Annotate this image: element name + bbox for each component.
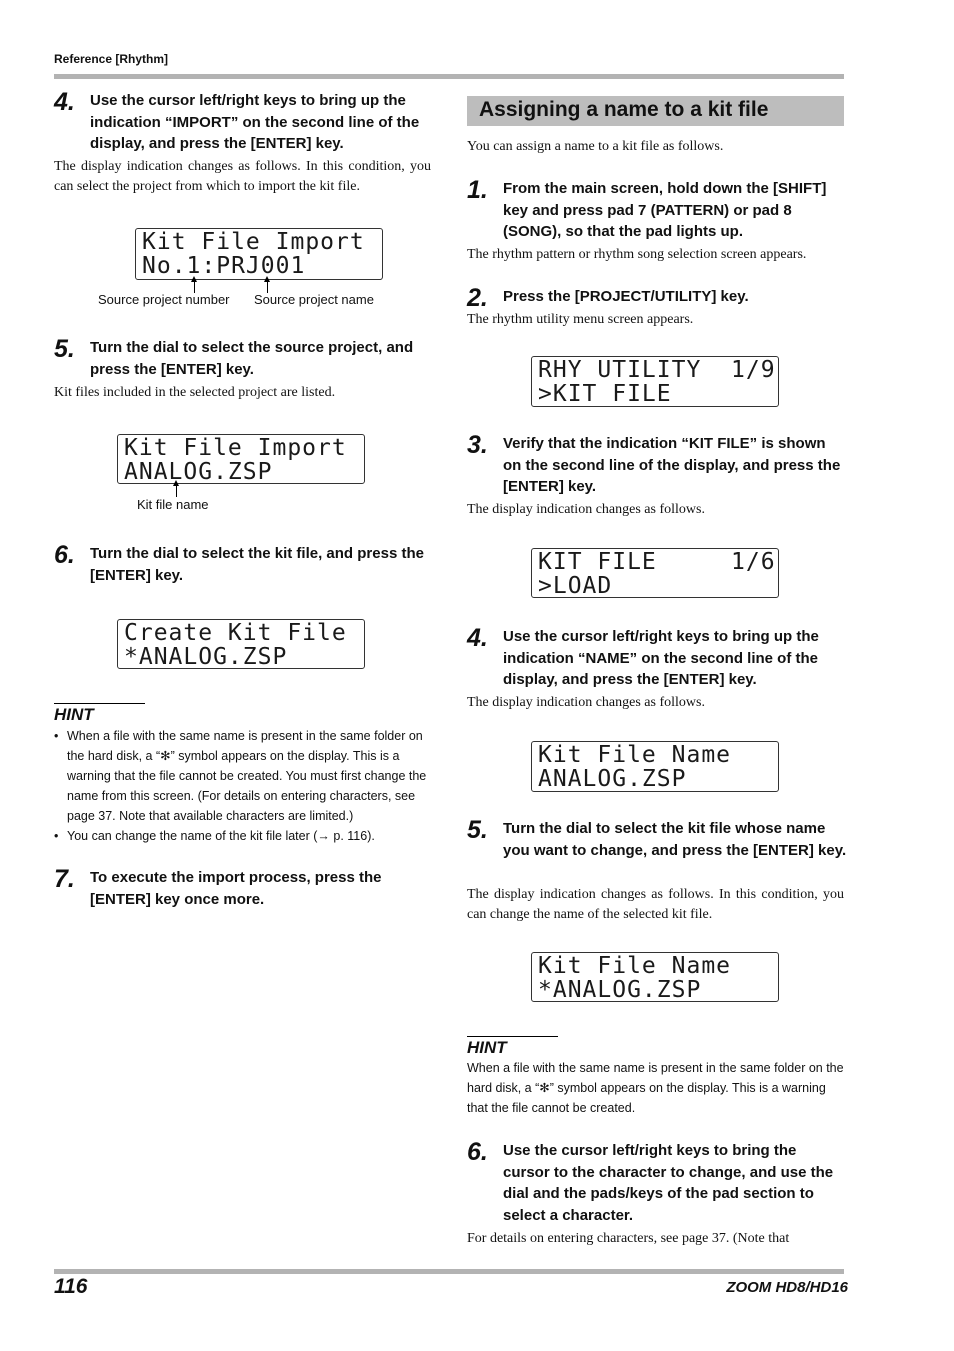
step-description: The rhythm pattern or rhythm song selection screen appears. xyxy=(467,247,807,262)
step-1-main-screen xyxy=(467,178,847,243)
step-description: The rhythm utility menu screen appears. xyxy=(467,312,694,327)
footer-rule xyxy=(54,1269,844,1274)
hint-title: HINT xyxy=(54,705,94,724)
lcd-display xyxy=(117,434,365,484)
step-number: 4. xyxy=(54,88,75,116)
hint-list xyxy=(54,726,434,846)
running-header: Reference [Rhythm] xyxy=(54,52,169,66)
step-5-select-project xyxy=(54,337,434,380)
hint-item: • You can change the name of the kit file later (→ p. 116). xyxy=(54,826,434,846)
lcd-line-1: RHY UTILITY 1/9 xyxy=(538,357,776,383)
product-name: ZOOM HD8/HD16 xyxy=(726,1279,848,1296)
step-5-select-kit-file xyxy=(467,818,847,861)
lcd-line-1: Kit File Name xyxy=(538,953,732,979)
lcd-display xyxy=(531,548,779,598)
step-7-execute xyxy=(54,867,434,910)
hint-item: • When a file with the same name is present in the same folder on the hard disk, a “✻” symbol appears on the display. This is a warning that the file cannot be created. You must first change the name from this screen. (For details on entering characters, see page 37. Note that available characters are limited.) xyxy=(54,726,434,826)
step-description: Kit files included in the selected project are listed. xyxy=(54,385,336,400)
lcd-display xyxy=(531,741,779,792)
page-number: 116 xyxy=(54,1275,88,1298)
header-rule xyxy=(54,74,844,79)
step-6-select-kit xyxy=(54,543,434,586)
hint-rule xyxy=(54,703,145,704)
step-instruction: To execute the import process, press the [ENTER] key once more. xyxy=(90,869,382,908)
step-number: 2. xyxy=(467,284,488,312)
step-description: For details on entering characters, see page 37. (Note that xyxy=(467,1231,790,1246)
caption-source-project-name: Source project name xyxy=(254,292,374,307)
lcd-line-2: >LOAD xyxy=(538,573,613,599)
step-instruction: Turn the dial to select the kit file, and press the [ENTER] key. xyxy=(90,545,424,584)
lcd-display xyxy=(531,356,779,407)
pointer-arrow-icon xyxy=(176,485,177,497)
step-instruction: Verify that the indication “KIT FILE” is shown on the second line of the display, and press the [ENTER] key. xyxy=(503,435,841,495)
step-number: 6. xyxy=(467,1138,488,1166)
step-4-name xyxy=(467,626,847,691)
step-description: The display indication changes as follows. In this condition, you can select the project from which to import the kit file. xyxy=(54,159,431,194)
step-description: The display indication changes as follows. In this condition, you can change the name of the selected kit file. xyxy=(467,887,844,922)
step-number: 6. xyxy=(54,541,75,569)
step-number: 3. xyxy=(467,431,488,459)
lcd-line-1: Create Kit File xyxy=(124,620,347,646)
lcd-line-1: Kit File Import xyxy=(142,229,365,255)
lcd-display xyxy=(117,619,365,669)
step-description: The display indication changes as follows. xyxy=(467,695,705,710)
lcd-display xyxy=(531,952,779,1002)
step-number: 1. xyxy=(467,176,488,204)
step-instruction: Use the cursor left/right keys to bring up the indication “IMPORT” on the second line of the display, and press the [ENTER] key. xyxy=(90,92,420,152)
step-instruction: Use the cursor left/right keys to bring the cursor to the character to change, and use the dial and the pads/keys of the pad section to select a character. xyxy=(503,1142,834,1224)
caption-source-project-number: Source project number xyxy=(98,292,230,307)
lcd-line-2: >KIT FILE xyxy=(538,381,672,407)
lcd-line-1: Kit File Import xyxy=(124,435,347,461)
step-number: 7. xyxy=(54,865,75,893)
lcd-display xyxy=(135,228,383,280)
step-number: 4. xyxy=(467,624,488,652)
step-2-project-utility xyxy=(467,286,847,310)
section-title: Assigning a name to a kit file xyxy=(467,96,844,126)
step-instruction: Turn the dial to select the kit file whose name you want to change, and press the [ENTER] key. xyxy=(503,820,847,859)
lcd-line-2: ANALOG.ZSP xyxy=(124,459,273,485)
step-instruction: Turn the dial to select the source project, and press the [ENTER] key. xyxy=(90,339,414,378)
step-6-select-character xyxy=(467,1140,847,1226)
step-description: The display indication changes as follows. xyxy=(467,502,705,517)
step-number: 5. xyxy=(467,816,488,844)
step-instruction: Press the [PROJECT/UTILITY] key. xyxy=(503,288,749,305)
lcd-line-2: *ANALOG.ZSP xyxy=(538,977,702,1003)
lcd-line-2: *ANALOG.ZSP xyxy=(124,644,288,670)
section-intro: You can assign a name to a kit file as follows. xyxy=(467,139,724,154)
step-instruction: Use the cursor left/right keys to bring up the indication “NAME” on the second line of the display, and press the [ENTER] key. xyxy=(503,628,819,688)
lcd-line-1: Kit File Name xyxy=(538,742,732,768)
step-instruction: From the main screen, hold down the [SHIFT] key and press pad 7 (PATTERN) or pad 8 (SONG), so that the pad lights up. xyxy=(503,180,827,240)
step-number: 5. xyxy=(54,335,75,363)
step-4-import xyxy=(54,90,434,155)
hint-text: When a file with the same name is present in the same folder on the hard disk, a “✻” symbol appears on the display. This is a warning that the file cannot be created. xyxy=(467,1061,844,1115)
hint-title: HINT xyxy=(467,1038,507,1057)
lcd-line-2: No.1:PRJ001 xyxy=(142,253,306,279)
lcd-line-2: ANALOG.ZSP xyxy=(538,766,687,792)
lcd-line-1: KIT FILE 1/6 xyxy=(538,549,776,575)
caption-kit-file-name: Kit file name xyxy=(137,497,209,512)
hint-rule xyxy=(467,1036,558,1037)
step-3-verify-kit-file xyxy=(467,433,847,498)
